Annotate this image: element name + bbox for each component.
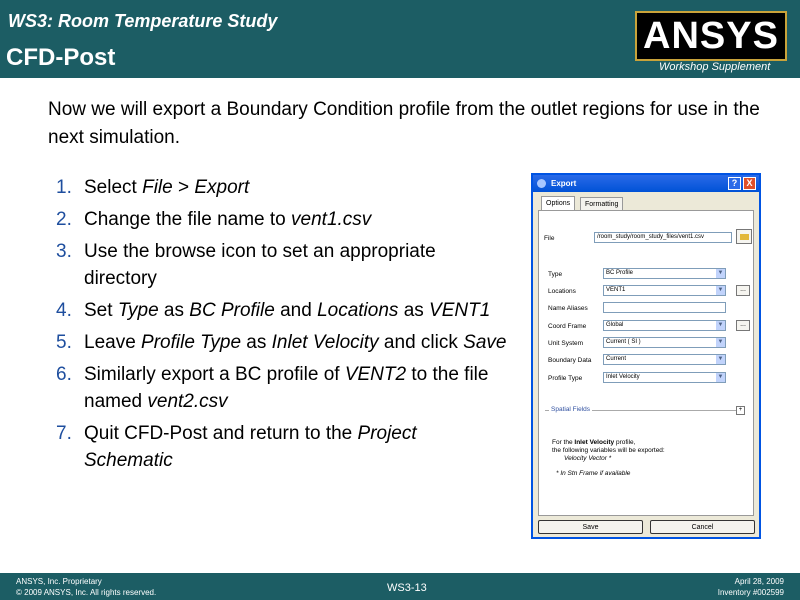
name-aliases-input[interactable] bbox=[603, 302, 726, 313]
save-button[interactable]: Save bbox=[538, 520, 643, 534]
info-bold: Inlet Velocity bbox=[574, 439, 615, 446]
coord-frame-more-button[interactable]: ... bbox=[736, 320, 750, 331]
footer-date: April 28, 2009 bbox=[734, 577, 784, 586]
name-aliases-label: Name Aliases bbox=[548, 305, 588, 312]
chevron-down-icon: ▼ bbox=[717, 356, 724, 362]
info-post: profile, bbox=[614, 439, 636, 446]
step-number: 3. bbox=[56, 241, 72, 262]
cancel-button[interactable]: Cancel bbox=[650, 520, 755, 534]
locations-select[interactable] bbox=[603, 285, 726, 296]
dialog-title-bar[interactable] bbox=[533, 175, 759, 192]
step-text: Locations bbox=[317, 300, 399, 321]
step-text: Select bbox=[84, 177, 143, 198]
header-bar bbox=[0, 0, 800, 78]
step-text: BC Profile bbox=[189, 300, 275, 321]
unit-system-select[interactable] bbox=[603, 337, 726, 348]
copyright-notice: © 2009 ANSYS, Inc. All rights reserved. bbox=[16, 588, 157, 597]
boundary-data-value: Current bbox=[606, 356, 627, 362]
proprietary-notice: ANSYS, Inc. Proprietary bbox=[16, 577, 102, 586]
step-item bbox=[40, 361, 510, 415]
boundary-data-select[interactable] bbox=[603, 354, 726, 365]
chevron-down-icon: ▼ bbox=[717, 287, 724, 293]
page-title: CFD-Post bbox=[6, 44, 116, 71]
step-text: Profile Type bbox=[141, 332, 242, 353]
step-text: Similarly export a BC profile of bbox=[84, 364, 345, 385]
step-number: 4. bbox=[56, 300, 72, 321]
info-pre: For the bbox=[552, 439, 575, 446]
step-number: 1. bbox=[56, 177, 72, 198]
tab-formatting[interactable]: Formatting bbox=[580, 197, 623, 211]
type-label: Type bbox=[548, 271, 563, 278]
workshop-subtitle: WS3: Room Temperature Study bbox=[8, 11, 278, 31]
locations-more-button[interactable]: ... bbox=[736, 285, 750, 296]
inventory-number: Inventory #002599 bbox=[717, 588, 784, 597]
export-app-icon bbox=[537, 179, 546, 188]
step-text: vent1.csv bbox=[291, 209, 372, 230]
coord-frame-label: Coord Frame bbox=[548, 323, 587, 330]
coord-frame-select[interactable] bbox=[603, 320, 726, 331]
dialog-title: Export bbox=[551, 179, 577, 188]
ansys-logo: ANSYS bbox=[635, 11, 787, 61]
locations-label: Locations bbox=[548, 288, 576, 295]
step-number: 5. bbox=[56, 332, 72, 353]
footer-right bbox=[718, 576, 784, 598]
step-text: as bbox=[241, 332, 272, 353]
spatial-fields-label: Spatial Fields bbox=[551, 406, 591, 413]
chevron-down-icon: ▼ bbox=[717, 270, 724, 276]
locations-value: VENT1 bbox=[606, 287, 626, 293]
info-line-3: Velocity Vector * bbox=[564, 455, 612, 462]
coord-frame-value: Global bbox=[606, 322, 624, 328]
chevron-down-icon: ▼ bbox=[717, 374, 724, 380]
expand-icon[interactable]: + bbox=[736, 406, 745, 415]
type-select[interactable] bbox=[603, 268, 726, 279]
info-line-2: the following variables will be exported: bbox=[552, 447, 665, 454]
step-number: 7. bbox=[56, 423, 72, 444]
folder-icon bbox=[740, 234, 749, 240]
chevron-down-icon: ▼ bbox=[717, 339, 724, 345]
close-button[interactable]: X bbox=[743, 177, 756, 190]
profile-info bbox=[552, 439, 665, 478]
step-number: 6. bbox=[56, 364, 72, 385]
step-list bbox=[40, 174, 510, 479]
export-dialog bbox=[531, 173, 761, 539]
step-text: > bbox=[172, 177, 195, 198]
intro-text: Now we will export a Boundary Condition profile from the outlet regions for use in the next simulation. bbox=[48, 99, 760, 148]
step-item bbox=[40, 174, 510, 201]
profile-type-label: Profile Type bbox=[548, 375, 583, 382]
step-item bbox=[40, 297, 510, 324]
step-text: Inlet Velocity bbox=[271, 332, 379, 353]
step-text: Export bbox=[194, 177, 250, 198]
step-text: to the file named bbox=[84, 364, 489, 412]
step-text: Change the file name to bbox=[84, 209, 292, 230]
step-text: and bbox=[274, 300, 318, 321]
step-text: as bbox=[158, 300, 190, 321]
step-text: Project Schematic bbox=[84, 423, 417, 471]
step-text: VENT1 bbox=[429, 300, 491, 321]
file-path-input[interactable]: /room_study/room_study_files/vent1.csv bbox=[594, 232, 732, 243]
step-text: vent2.csv bbox=[147, 391, 228, 412]
step-text: VENT2 bbox=[344, 364, 407, 385]
step-text: Leave bbox=[84, 332, 142, 353]
profile-type-value: Inlet Velocity bbox=[606, 374, 640, 380]
step-text: Use the browse icon to set an appropriate directory bbox=[84, 241, 436, 289]
slide-number: WS3-13 bbox=[387, 582, 427, 594]
footer-left bbox=[16, 576, 156, 598]
unit-system-label: Unit System bbox=[548, 340, 584, 347]
info-note: * In Stn Frame if available bbox=[556, 470, 631, 477]
file-label: File bbox=[544, 235, 555, 242]
step-text: Quit CFD-Post and return to the bbox=[84, 423, 358, 444]
step-text: File bbox=[142, 177, 173, 198]
step-text: Set bbox=[84, 300, 118, 321]
info-line-1 bbox=[552, 439, 665, 447]
step-item bbox=[40, 238, 510, 292]
profile-type-select[interactable] bbox=[603, 372, 726, 383]
step-number: 2. bbox=[56, 209, 72, 230]
footer-bar bbox=[0, 573, 800, 600]
step-text: as bbox=[398, 300, 430, 321]
spatial-fields-group bbox=[545, 406, 745, 413]
browse-folder-button[interactable] bbox=[736, 229, 752, 244]
step-item bbox=[40, 329, 510, 356]
boundary-data-label: Boundary Data bbox=[548, 357, 592, 364]
chevron-down-icon: ▼ bbox=[717, 322, 724, 328]
workshop-supplement-label: Workshop Supplement bbox=[659, 61, 771, 73]
step-text: Save bbox=[463, 332, 507, 353]
step-text: Type bbox=[117, 300, 159, 321]
tab-options[interactable]: Options bbox=[541, 196, 575, 212]
unit-system-value: Current ( SI ) bbox=[606, 339, 641, 345]
step-text: and click bbox=[378, 332, 464, 353]
type-value: BC Profile bbox=[606, 270, 634, 276]
options-panel bbox=[538, 210, 754, 516]
step-item bbox=[40, 420, 510, 474]
step-item bbox=[40, 206, 510, 233]
help-button[interactable]: ? bbox=[728, 177, 741, 190]
